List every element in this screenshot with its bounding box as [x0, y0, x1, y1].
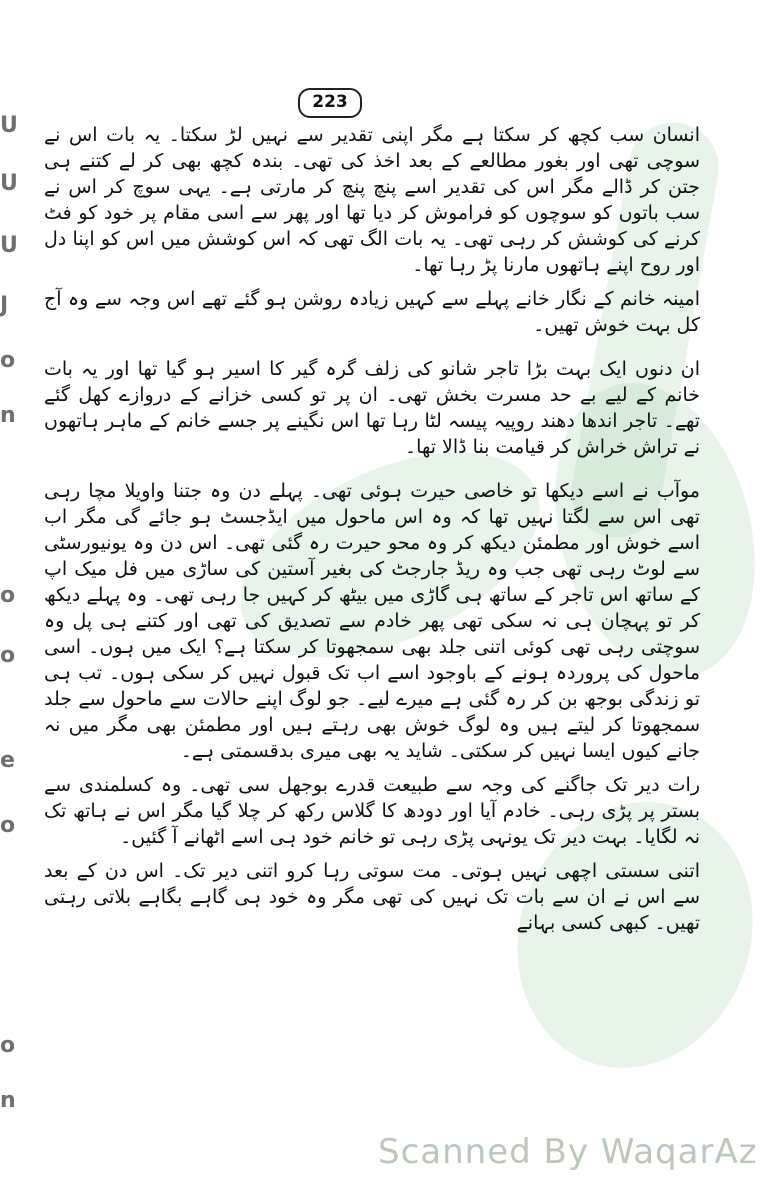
margin-mark: o — [0, 643, 16, 668]
paragraph: موآب نے اسے دیکھا تو خاصی حیرت ہوئی تھی۔ پہلے دن وہ جتنا واویلا مچا رہی تھی اس سے لگتا نہیں تھا کہ وہ اس ماحول میں ایڈجسٹ ہو جائے گی مگر اب اسے خوش اور مطمئن دیکھ کر وہ محو حیرت رہ گئی تھی۔ اس دن وہ یونیورسٹی سے لوٹ رہی تھی جب وہ ریڈ جارجٹ کی بغیر آستین کی ساڑی میں فل میک اپ کے ساتھ اس تاجر کے ساتھ ہی گاڑی میں بیٹھ کر کہیں جا رہی تھی۔ وہ پہلے دیکھ کر تو پہچان ہی نہ سکی تھی پھر خادم سے تصدیق کی تھی اور کتنے ہی پل وہ سوچتی رہی تھی کوئی اتنی جلد بھی سمجھوتا کر سکتا ہے؟ ایک میں ہوں۔ اسی ماحول کی پروردہ ہونے کے باوجود اسے اب تک قبول نہیں کر سکی ہوں۔ تب ہی تو زندگی بوجھ بن کر رہ گئی ہے میرے لیے۔ جو لوگ اپنے حالات سے ماحول سے جلد سمجھوتا کر لیتے ہیں وہ لوگ خوش بھی رہتے ہیں اور مطمئن بھی مگر میں نہ جانے کیوں ایسا نہیں کر سکتی۔ شاید یہ بھی میری بدقسمتی ہے۔ — [44, 480, 700, 762]
margin-mark: o — [0, 348, 16, 373]
left-margin-marks — [0, 115, 18, 1115]
margin-mark: e — [0, 748, 15, 773]
body-text — [44, 122, 700, 944]
margin-mark: J — [0, 293, 9, 318]
paragraph: رات دیر تک جاگنے کی وجہ سے طبیعت قدرے بوجھل سی تھی۔ وہ کسلمندی سے بستر پر پڑی رہی۔ خادم آیا اور دودھ کا گلاس رکھ کر چلا گیا مگر اس نے ہاتھ تک نہ لگایا۔ بہت دیر تک یونہی پڑی رہی تو خانم خود ہی اسے اٹھانے آ گئیں۔ — [44, 774, 700, 848]
margin-mark: U — [0, 171, 18, 196]
paragraph: انسان سب کچھ کر سکتا ہے مگر اپنی تقدیر سے نہیں لڑ سکتا۔ یہ بات اس نے سوچی تھی اور بغور مطالعے کے بعد اخذ کی تھی۔ بندہ کچھ بھی کر لے کتنے ہی جتن کر ڈالے مگر اس کی تقدیر اسے پنچ پنچ کر مارتی ہے۔ یہی سوچ کر اس نے سب باتوں کو سوچوں کو فراموش کر دیا تھا اور پھر سے اسی مقام پر خود کو فٹ کرنے کی کوشش کر رہی تھی۔ یہ بات الگ تھی کہ اس کوشش میں اس کو اپنا دل اور روح اپنے ہاتھوں مارنا پڑ رہا تھا۔ — [44, 124, 700, 276]
scanner-watermark: Scanned By WaqarAz — [378, 1132, 758, 1172]
paragraph: ان دنوں ایک بہت بڑا تاجر شانو کی زلف گرہ گیر کا اسیر ہو گیا تھا اور یہ بات خانم کے لیے بے حد مسرت بخش تھی۔ ان پر تو کسی خزانے کے دروازے کھل گئے تھے۔ تاجر اندھا دھند روپیہ پیسہ لٹا رہا تھا اس نگینے پر جسے خانم کے ماہر ہاتھوں نے تراش خراش کر قیامت بنا ڈالا تھا۔ — [44, 358, 700, 458]
margin-mark: o — [0, 583, 16, 608]
margin-mark: n — [0, 1088, 16, 1113]
margin-mark: o — [0, 1033, 16, 1058]
paragraph: امینہ خانم کے نگار خانے پہلے سے کہیں زیادہ روشن ہو گئے تھے اس وجہ سے وہ آج کل بہت خوش تھیں۔ — [44, 288, 700, 336]
paragraph: اتنی سستی اچھی نہیں ہوتی۔ مت سوتی رہا کرو اتنی دیر تک۔ اس دن کے بعد سے اس نے ان سے بات تک نہیں کی تھی مگر وہ خود ہی گاہے بگاہے بلاتی رہتی تھیں۔ کبھی کسی بہانے — [44, 860, 700, 934]
margin-mark: n — [0, 403, 16, 428]
margin-mark: U — [0, 113, 18, 138]
page-number: 223 — [298, 88, 362, 118]
margin-mark: U — [0, 233, 18, 258]
margin-mark: o — [0, 813, 16, 838]
